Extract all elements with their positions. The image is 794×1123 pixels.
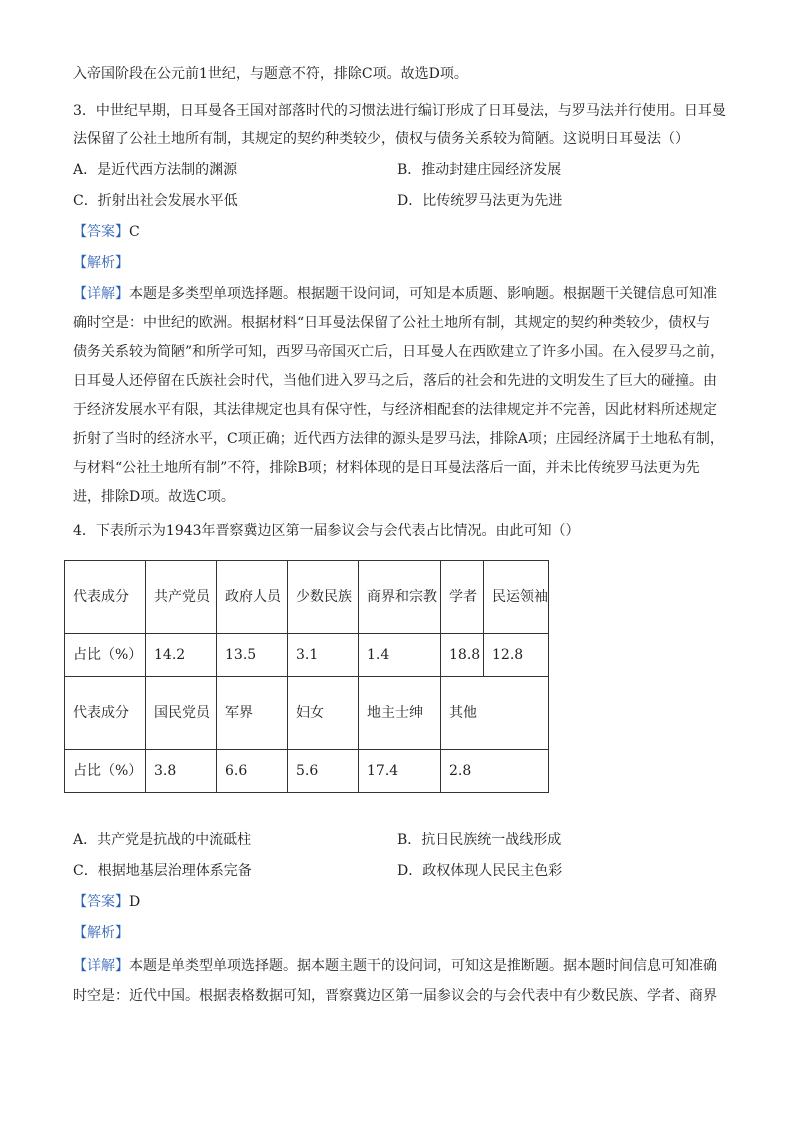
- table-cell: 17.4: [359, 750, 441, 793]
- table-row-values-1: [65, 634, 549, 677]
- q3-detail-line-1: [73, 284, 717, 304]
- q4-option-a: A．共产党是抗战的中流砥柱: [73, 832, 252, 848]
- table-cell: 18.8: [441, 634, 484, 677]
- q3-detail-tag: 【详解】: [73, 286, 129, 302]
- q3-detail-text-1: 本题是多类型单项选择题。根据题干设问词，可知是本质题、影响题。根据题干关键信息可知准: [129, 286, 717, 302]
- table-cell: 政府人员: [217, 561, 288, 634]
- intro-line: 入帝国阶段在公元前1世纪，与题意不符，排除C项。故选D项。: [73, 66, 468, 82]
- table-cell: 地主士绅: [359, 677, 441, 750]
- q3-option-c: C．折射出社会发展水平低: [73, 193, 238, 209]
- q4-answer-value: D: [129, 894, 141, 910]
- table-cell: 共产党员: [146, 561, 217, 634]
- q3-detail-line-7: 与材料“公社土地所有制”不符，排除B项；材料体现的是日耳曼法落后一面，并未比传统罗马法更为先: [73, 460, 700, 476]
- q4-detail-line-1: [73, 956, 717, 976]
- q3-analysis-line: [73, 253, 129, 273]
- table-cell: 占比（%）: [65, 750, 146, 793]
- q3-detail-line-6: 折射了当时的经济水平，C项正确；近代西方法律的源头是罗马法，排除A项；庄园经济属于土地私有制，: [73, 431, 724, 447]
- table-cell: 代表成分: [65, 561, 146, 634]
- q4-detail-tag: 【详解】: [73, 958, 129, 974]
- q3-detail-line-4: 日耳曼人还停留在氏族社会时代，当他们进入罗马之后，落后的社会和先进的文明发生了巨大的碰撞。由: [73, 373, 717, 389]
- table-cell: 少数民族: [288, 561, 359, 634]
- q4-answer-tag: 【答案】: [73, 894, 129, 910]
- q3-detail-line-5: 于经济发展水平有限，其法律规定也具有保守性，与经济相配套的法律规定并不完善，因此材料所述规定: [73, 402, 717, 418]
- q3-stem-line-1: 3．中世纪早期，日耳曼各王国对部落时代的习惯法进行编订形成了日耳曼法，与罗马法并行使用。日耳曼: [73, 103, 726, 119]
- q4-answer-line: [73, 892, 140, 912]
- table-cell: 军界: [217, 677, 288, 750]
- table-cell: 5.6: [288, 750, 359, 793]
- q3-detail-line-2: 确时空是：中世纪的欧洲。根据材料“日耳曼法保留了公社土地所有制，其规定的契约种类较少，债权与: [73, 315, 711, 331]
- q3-answer-line: [73, 222, 140, 242]
- q3-analysis-tag: 【解析】: [73, 255, 129, 271]
- q3-option-d: D．比传统罗马法更为先进: [397, 193, 563, 209]
- q4-analysis-line: [73, 923, 129, 943]
- table-row-header-2: [65, 677, 549, 750]
- table-cell: 12.8: [484, 634, 549, 677]
- table-cell: 13.5: [217, 634, 288, 677]
- table-row-values-2: [65, 750, 549, 793]
- q4-analysis-tag: 【解析】: [73, 925, 129, 941]
- table-cell: 3.1: [288, 634, 359, 677]
- q4-option-d: D．政权体现人民民主色彩: [397, 863, 563, 879]
- table-cell: 3.8: [146, 750, 217, 793]
- table-cell: 民运领袖: [484, 561, 549, 634]
- table-cell: 学者: [441, 561, 484, 634]
- q3-detail-line-3: 债务关系较为简陋”和所学可知，西罗马帝国灭亡后，日耳曼人在西欧建立了许多小国。在入侵罗马之前，: [73, 344, 725, 360]
- q4-option-c: C．根据地基层治理体系完备: [73, 863, 252, 879]
- q3-answer-value: C: [129, 224, 140, 240]
- table-cell: 商界和宗教: [359, 561, 441, 634]
- q3-option-b: B．推动封建庄园经济发展: [397, 162, 562, 178]
- table-cell: 国民党员: [146, 677, 217, 750]
- table-cell: 2.8: [441, 750, 549, 793]
- table-cell: 代表成分: [65, 677, 146, 750]
- q3-detail-line-8: 进，排除D项。故选C项。: [73, 489, 235, 505]
- table-cell: 14.2: [146, 634, 217, 677]
- table-cell: 占比（%）: [65, 634, 146, 677]
- table-cell: 6.6: [217, 750, 288, 793]
- q3-answer-tag: 【答案】: [73, 224, 129, 240]
- q4-detail-text-1: 本题是单类型单项选择题。据本题主题干的设问词，可知这是推断题。据本题时间信息可知准确: [129, 958, 717, 974]
- representatives-table: [64, 560, 549, 793]
- table-cell: 妇女: [288, 677, 359, 750]
- q4-option-b: B．抗日民族统一战线形成: [397, 832, 562, 848]
- q4-detail-line-2: 时空是：近代中国。根据表格数据可知，晋察冀边区第一届参议会的与会代表中有少数民族、学者、商界: [73, 988, 717, 1004]
- table-row-header-1: [65, 561, 549, 634]
- q3-option-a: A．是近代西方法制的渊源: [73, 162, 238, 178]
- table-cell: 1.4: [359, 634, 441, 677]
- q3-stem-line-2: 法保留了公社土地所有制，其规定的契约种类较少，债权与债务关系较为简陋。这说明日耳曼法（）: [73, 131, 689, 147]
- table-cell: 其他: [441, 677, 549, 750]
- q4-stem: 4．下表所示为1943年晋察冀边区第一届参议会与会代表占比情况。由此可知（）: [73, 523, 580, 539]
